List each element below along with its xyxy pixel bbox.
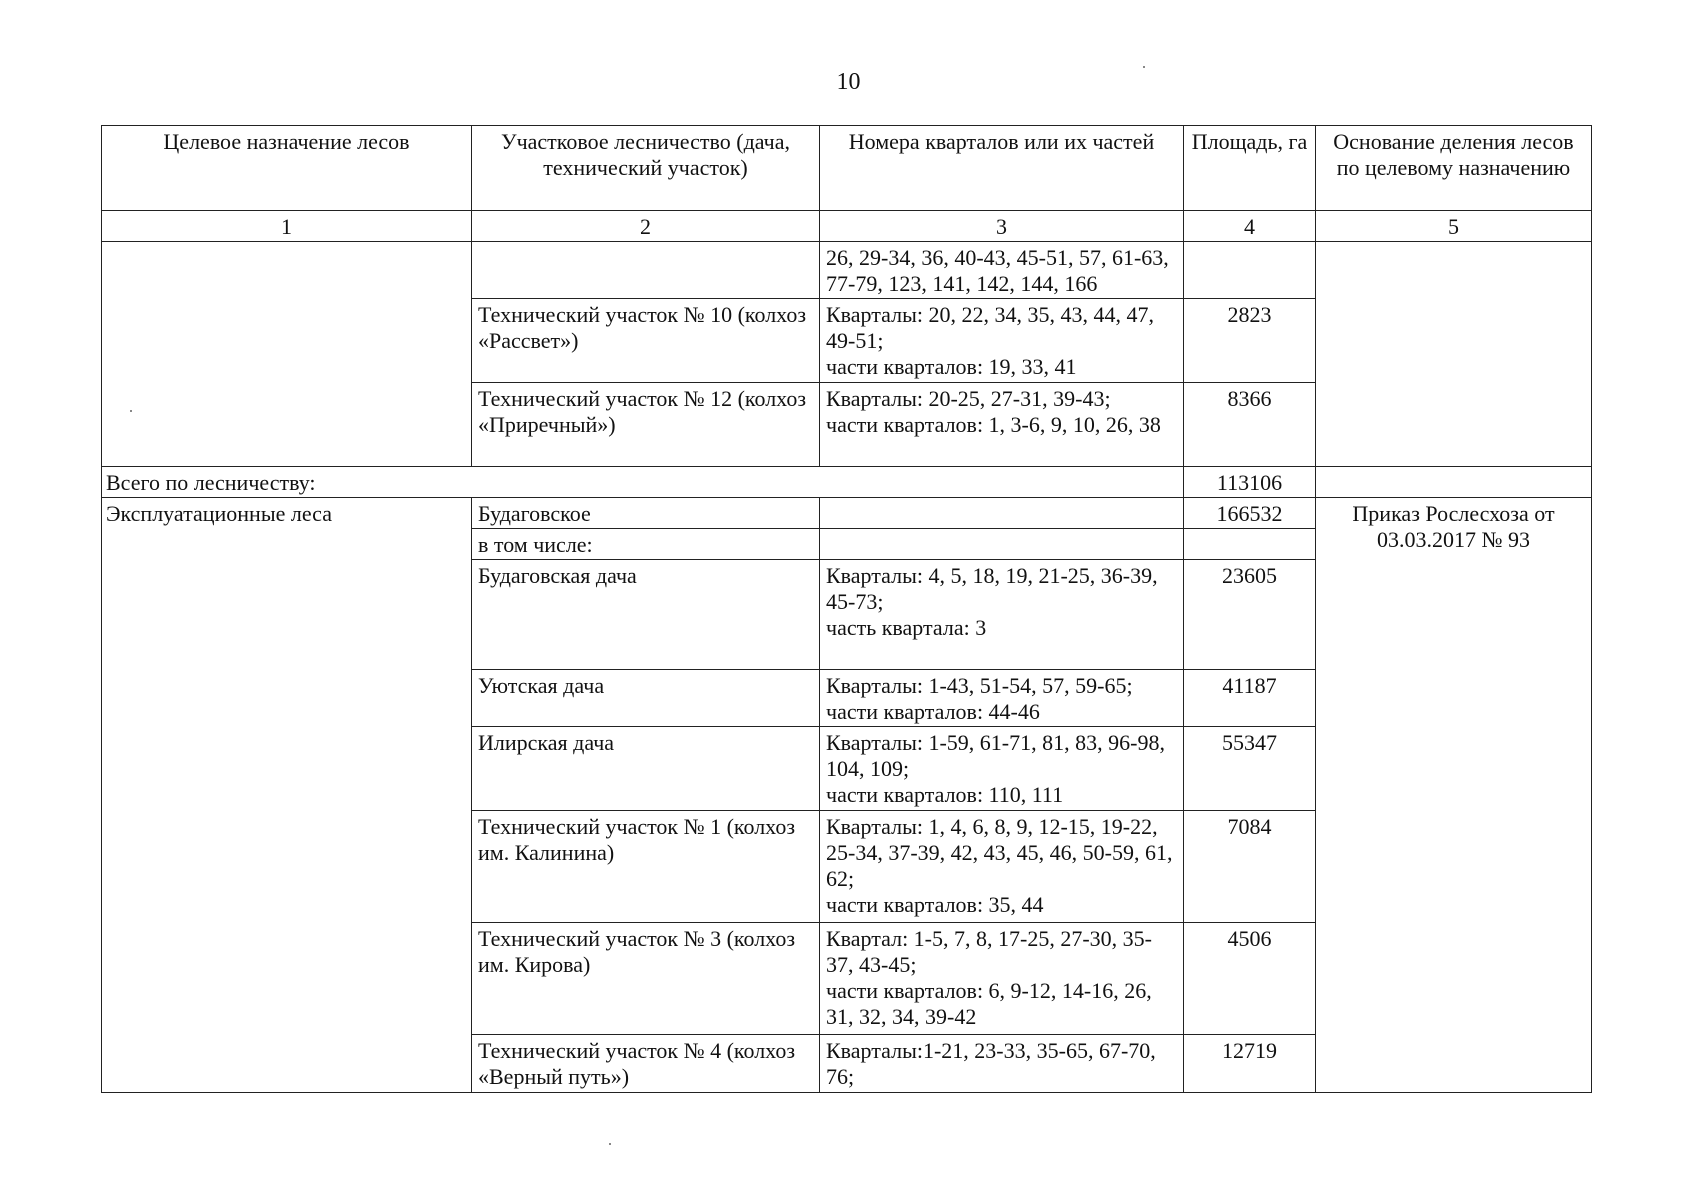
header-quarters: Номера кварталов или их частей <box>820 126 1184 211</box>
forestry-name: Технический участок № 1 (колхоз им. Калинина) <box>472 811 820 923</box>
area-value: 8366 <box>1184 383 1316 467</box>
forestry-name: Илирская дача <box>472 727 820 811</box>
quarters-cell: Квартал: 1-5, 7, 8, 17-25, 27-30, 35-37, 43-45; части кварталов: 6, 9-12, 14-16, 26, 31, 32, 34, 39-42 <box>820 923 1184 1035</box>
purpose-cell-empty <box>102 242 472 467</box>
forestry-name: Будаговское <box>472 498 820 529</box>
total-row <box>102 467 1592 498</box>
table-row <box>102 242 1592 299</box>
quarters-cell: Кварталы: 1, 4, 6, 8, 9, 12-15, 19-22, 25-34, 37-39, 42, 43, 45, 46, 50-59, 61, 62; части кварталов: 35, 44 <box>820 811 1184 923</box>
area-value: 7084 <box>1184 811 1316 923</box>
forestry-name: Технический участок № 12 (колхоз «Приречный») <box>472 383 820 467</box>
scan-speck <box>130 410 132 412</box>
quarters-cell: Кварталы: 4, 5, 18, 19, 21-25, 36-39, 45-73; часть квартала: 3 <box>820 560 1184 670</box>
purpose-label: Эксплуатационные леса <box>102 498 472 1093</box>
area-cell-empty <box>1184 242 1316 299</box>
forestry-name: Технический участок № 10 (колхоз «Рассвет») <box>472 299 820 383</box>
area-value: 55347 <box>1184 727 1316 811</box>
area-value: 166532 <box>1184 498 1316 529</box>
column-number: 5 <box>1316 211 1592 242</box>
area-cell-empty <box>1184 529 1316 560</box>
area-value: 41187 <box>1184 670 1316 727</box>
header-forestry: Участковое лесничество (дача, технический участок) <box>472 126 820 211</box>
area-value: 23605 <box>1184 560 1316 670</box>
header-area: Площадь, га <box>1184 126 1316 211</box>
forestry-name: Технический участок № 4 (колхоз «Верный путь») <box>472 1035 820 1093</box>
table-row <box>102 498 1592 529</box>
quarters-cell: Кварталы: 1-43, 51-54, 57, 59-65; части кварталов: 44-46 <box>820 670 1184 727</box>
area-value: 4506 <box>1184 923 1316 1035</box>
total-area: 113106 <box>1184 467 1316 498</box>
table-header-row <box>102 126 1592 211</box>
quarters-cell: Кварталы: 1-59, 61-71, 81, 83, 96-98, 104, 109; части кварталов: 110, 111 <box>820 727 1184 811</box>
column-number: 1 <box>102 211 472 242</box>
forestry-name: Уютская дача <box>472 670 820 727</box>
area-value: 2823 <box>1184 299 1316 383</box>
forest-division-table <box>101 125 1592 1093</box>
forestry-cell-empty <box>472 242 820 299</box>
forestry-name: Будаговская дача <box>472 560 820 670</box>
header-purpose: Целевое назначение лесов <box>102 126 472 211</box>
total-label: Всего по лесничеству: <box>102 467 1184 498</box>
including-label: в том числе: <box>472 529 820 560</box>
column-number-row <box>102 211 1592 242</box>
scan-speck <box>609 1143 611 1145</box>
area-value: 12719 <box>1184 1035 1316 1093</box>
quarters-cell: Кварталы: 20-25, 27-31, 39-43; части кварталов: 1, 3-6, 9, 10, 26, 38 <box>820 383 1184 467</box>
column-number: 2 <box>472 211 820 242</box>
forestry-name: Технический участок № 3 (колхоз им. Кирова) <box>472 923 820 1035</box>
basis-label: Приказ Рослесхоза от 03.03.2017 № 93 <box>1316 498 1592 1093</box>
quarters-cell: Кварталы: 20, 22, 34, 35, 43, 44, 47, 49-51; части кварталов: 19, 33, 41 <box>820 299 1184 383</box>
column-number: 3 <box>820 211 1184 242</box>
scan-speck <box>1143 66 1145 68</box>
page-number: 10 <box>836 69 861 95</box>
quarters-cell-empty <box>820 498 1184 529</box>
basis-cell-empty <box>1316 242 1592 467</box>
quarters-cell-empty <box>820 529 1184 560</box>
column-number: 4 <box>1184 211 1316 242</box>
quarters-cell: Кварталы:1-21, 23-33, 35-65, 67-70, 76; <box>820 1035 1184 1093</box>
basis-cell-empty <box>1316 467 1592 498</box>
quarters-cell: 26, 29-34, 36, 40-43, 45-51, 57, 61-63, 77-79, 123, 141, 142, 144, 166 <box>820 242 1184 299</box>
header-basis: Основание деления лесов по целевому назначению <box>1316 126 1592 211</box>
